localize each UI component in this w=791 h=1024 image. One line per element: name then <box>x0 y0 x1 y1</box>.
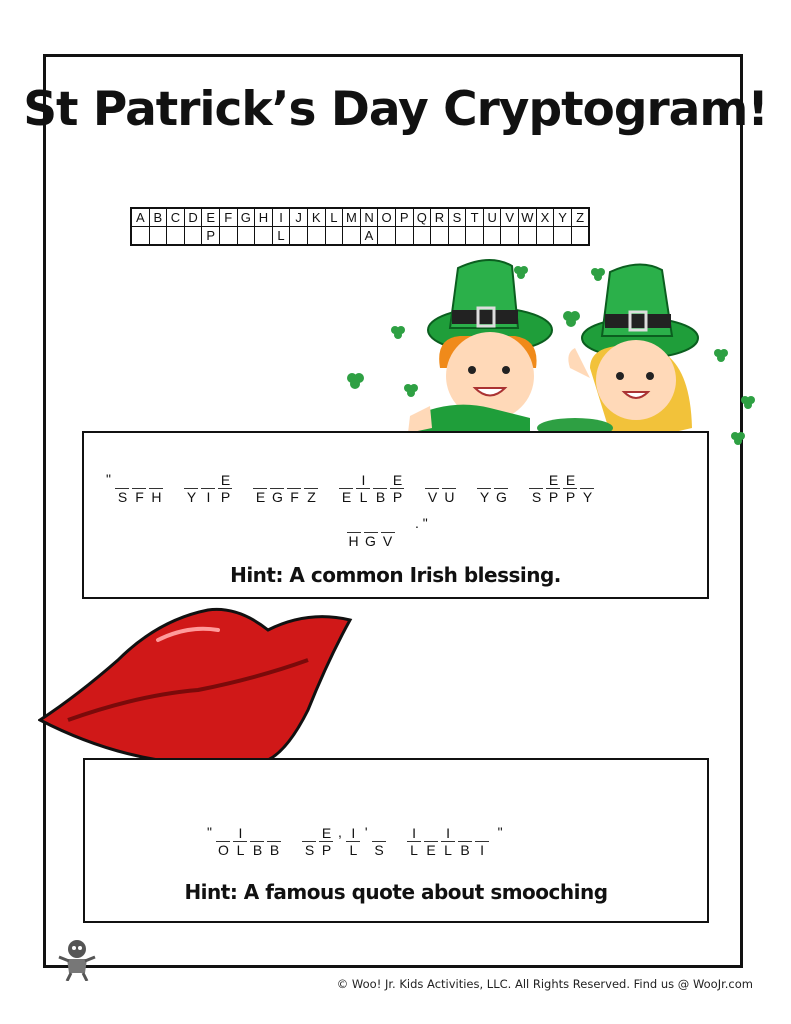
encoded-letter: Y <box>479 489 490 505</box>
encoded-letter: L <box>410 842 418 858</box>
encoded-letter: E <box>426 842 436 858</box>
puzzle-1-line-2 <box>346 515 432 549</box>
answer-letter: I <box>351 825 356 841</box>
key-decoded-h[interactable] <box>255 227 273 246</box>
cipher-letter-cell[interactable] <box>458 825 473 858</box>
puzzle-2-line-1 <box>207 824 507 858</box>
key-letter-a: A <box>131 208 149 227</box>
encoded-letter: P <box>548 489 559 505</box>
lips-illustration <box>38 600 358 760</box>
cipher-letter-cell[interactable] <box>184 472 199 505</box>
key-decoded-u[interactable] <box>483 227 501 246</box>
answer-letter: E <box>548 472 559 488</box>
cipher-word <box>425 472 459 505</box>
key-letter-o: O <box>378 208 396 227</box>
encoded-letter: V <box>427 489 438 505</box>
key-letter-i: I <box>272 208 290 227</box>
encoded-letter: F <box>135 489 144 505</box>
puzzle-1-line-1 <box>106 471 615 505</box>
comma: , <box>337 824 342 840</box>
encoded-letter: B <box>460 842 470 858</box>
cipher-word <box>302 825 336 858</box>
encoded-letter: I <box>480 842 484 858</box>
cipher-letter-cell[interactable] <box>475 825 490 858</box>
key-decoded-l[interactable] <box>325 227 343 246</box>
close-punctuation: . " <box>415 515 428 531</box>
key-letter-j: J <box>290 208 308 227</box>
encoded-letter: L <box>349 842 358 858</box>
cipher-letter-cell[interactable] <box>425 472 440 505</box>
cipher-word <box>407 825 492 858</box>
key-decoded-n[interactable]: A <box>360 227 378 246</box>
cipher-letter-cell[interactable] <box>442 472 457 505</box>
cipher-word <box>339 472 407 505</box>
answer-letter: E <box>220 472 231 488</box>
close-quote: " <box>497 824 503 840</box>
cipher-letter-cell[interactable] <box>363 516 378 549</box>
encoded-letter: S <box>304 842 315 858</box>
key-letter-w: W <box>519 208 537 227</box>
encoded-letter: V <box>382 533 393 549</box>
cipher-letter-cell[interactable] <box>267 825 282 858</box>
encoded-letter: P <box>565 489 576 505</box>
encoded-letter: Z <box>307 489 316 505</box>
cipher-letter-cell[interactable] <box>302 825 317 858</box>
key-decoded-t[interactable] <box>466 227 484 246</box>
encoded-letter: O <box>218 842 229 858</box>
cipher-letter-cell[interactable] <box>441 825 456 858</box>
cipher-letter-cell[interactable] <box>216 825 231 858</box>
key-letter-v: V <box>501 208 519 227</box>
key-decoded-x[interactable] <box>536 227 554 246</box>
cipher-letter-cell[interactable] <box>218 472 233 505</box>
key-letter-t: T <box>466 208 484 227</box>
encoded-letter: P <box>220 489 231 505</box>
encoded-letter: E <box>255 489 266 505</box>
puzzle-2-hint: Hint: A famous quote about smooching <box>184 880 608 904</box>
encoded-letter: G <box>272 489 283 505</box>
encoded-letter: B <box>269 842 280 858</box>
puzzle-1-box <box>82 431 709 599</box>
cipher-word <box>216 825 284 858</box>
cipher-letter-cell[interactable] <box>304 472 319 505</box>
key-decoded-z[interactable] <box>571 227 589 246</box>
cipher-letter-cell[interactable] <box>115 472 130 505</box>
mascot-logo-icon <box>55 937 99 981</box>
key-decoded-r[interactable] <box>431 227 449 246</box>
key-letter-l: L <box>325 208 343 227</box>
cipher-word <box>372 825 389 858</box>
key-letter-d: D <box>184 208 202 227</box>
cipher-word <box>184 472 235 505</box>
cipher-letter-cell[interactable] <box>250 825 265 858</box>
cipher-letter-cell[interactable] <box>346 516 361 549</box>
cipher-word <box>529 472 597 505</box>
key-decoded-o[interactable] <box>378 227 396 246</box>
key-decoded-y[interactable] <box>554 227 572 246</box>
cipher-word <box>346 825 363 858</box>
cipher-letter-cell[interactable] <box>529 472 544 505</box>
page-title: St Patrick’s Day Cryptogram! <box>23 82 768 137</box>
key-decoded-v[interactable] <box>501 227 519 246</box>
key-decoded-e[interactable]: P <box>202 227 220 246</box>
cipher-letter-cell[interactable] <box>494 472 509 505</box>
key-letter-m: M <box>343 208 361 227</box>
cipher-letter-cell[interactable] <box>372 825 387 858</box>
leprechauns-illustration <box>340 258 760 448</box>
encoded-letter: E <box>341 489 352 505</box>
cipher-letter-cell[interactable] <box>380 516 395 549</box>
key-decoded-a[interactable] <box>131 227 149 246</box>
key-letter-s: S <box>448 208 466 227</box>
encoded-letter: S <box>374 842 384 858</box>
cipher-word <box>115 472 166 505</box>
cipher-letter-cell[interactable] <box>373 472 388 505</box>
key-decoded-c[interactable] <box>167 227 185 246</box>
cipher-letter-cell[interactable] <box>233 825 248 858</box>
encoded-letter: G <box>365 533 376 549</box>
open-quote: " <box>207 824 212 840</box>
cipher-letter-cell[interactable] <box>270 472 285 505</box>
key-decoded-g[interactable] <box>237 227 255 246</box>
key-letter-c: C <box>167 208 185 227</box>
answer-letter: I <box>446 825 450 841</box>
answer-letter: I <box>361 472 366 488</box>
encoded-letter: Y <box>582 489 593 505</box>
copyright-footer: © Woo! Jr. Kids Activities, LLC. All Rights Reserved. Find us @ WooJr.com <box>336 977 753 991</box>
key-letter-h: H <box>255 208 273 227</box>
key-letter-k: K <box>307 208 325 227</box>
key-decoded-m[interactable] <box>343 227 361 246</box>
key-decoded-j[interactable] <box>290 227 308 246</box>
encoded-letter: L <box>359 489 368 505</box>
cipher-word <box>477 472 511 505</box>
encoded-letter: B <box>252 842 263 858</box>
key-letter-r: R <box>431 208 449 227</box>
key-letter-b: B <box>149 208 167 227</box>
encoded-letter: Y <box>186 489 197 505</box>
cipher-letter-cell[interactable] <box>390 472 405 505</box>
key-decoded-d[interactable] <box>184 227 202 246</box>
cipher-letter-cell[interactable] <box>132 472 147 505</box>
cipher-letter-cell[interactable] <box>319 825 334 858</box>
cipher-letter-cell[interactable] <box>356 472 371 505</box>
cipher-letter-cell[interactable] <box>580 472 595 505</box>
key-letter-x: X <box>536 208 554 227</box>
encoded-letter: H <box>151 489 162 505</box>
open-quote: " <box>106 471 111 487</box>
encoded-letter: U <box>444 489 455 505</box>
key-letter-z: Z <box>571 208 589 227</box>
apostrophe: ' <box>364 824 368 840</box>
puzzle-1-hint: Hint: A common Irish blessing. <box>230 563 561 587</box>
answer-letter: E <box>565 472 576 488</box>
key-letter-e: E <box>202 208 220 227</box>
key-letter-f: F <box>219 208 237 227</box>
encoded-letter: L <box>236 842 245 858</box>
cipher-letter-cell[interactable] <box>287 472 302 505</box>
answer-letter: E <box>321 825 332 841</box>
encoded-letter: H <box>348 533 359 549</box>
cipher-word <box>346 516 397 549</box>
encoded-letter: B <box>375 489 386 505</box>
cipher-letter-cell[interactable] <box>149 472 164 505</box>
key-decoded-q[interactable] <box>413 227 431 246</box>
key-decoded-i[interactable]: L <box>272 227 290 246</box>
cipher-letter-cell[interactable] <box>546 472 561 505</box>
key-letter-g: G <box>237 208 255 227</box>
encoded-letter: G <box>496 489 507 505</box>
encoded-letter: L <box>444 842 452 858</box>
cipher-key-letters-row <box>131 208 589 227</box>
cipher-letter-cell[interactable] <box>253 472 268 505</box>
key-letter-u: U <box>483 208 501 227</box>
cipher-key-table <box>130 207 590 246</box>
answer-letter: I <box>238 825 243 841</box>
encoded-letter: P <box>392 489 403 505</box>
key-letter-n: N <box>360 208 378 227</box>
cipher-letter-cell[interactable] <box>346 825 361 858</box>
key-letter-p: P <box>395 208 413 227</box>
cipher-word <box>253 472 321 505</box>
cipher-letter-cell[interactable] <box>424 825 439 858</box>
key-decoded-b[interactable] <box>149 227 167 246</box>
key-decoded-s[interactable] <box>448 227 466 246</box>
key-decoded-w[interactable] <box>519 227 537 246</box>
encoded-letter: S <box>531 489 542 505</box>
cipher-key-decoded-row <box>131 227 589 246</box>
key-letter-q: Q <box>413 208 431 227</box>
answer-letter: I <box>412 825 416 841</box>
encoded-letter: S <box>117 489 128 505</box>
encoded-letter: F <box>290 489 299 505</box>
cipher-letter-cell[interactable] <box>339 472 354 505</box>
key-letter-y: Y <box>554 208 572 227</box>
encoded-letter: I <box>206 489 211 505</box>
cipher-letter-cell[interactable] <box>201 472 216 505</box>
puzzle-2-box <box>83 758 709 923</box>
encoded-letter: P <box>321 842 332 858</box>
cipher-letter-cell[interactable] <box>477 472 492 505</box>
cipher-letter-cell[interactable] <box>407 825 422 858</box>
key-decoded-f[interactable] <box>219 227 237 246</box>
cipher-letter-cell[interactable] <box>563 472 578 505</box>
key-decoded-p[interactable] <box>395 227 413 246</box>
answer-letter: E <box>392 472 403 488</box>
key-decoded-k[interactable] <box>307 227 325 246</box>
